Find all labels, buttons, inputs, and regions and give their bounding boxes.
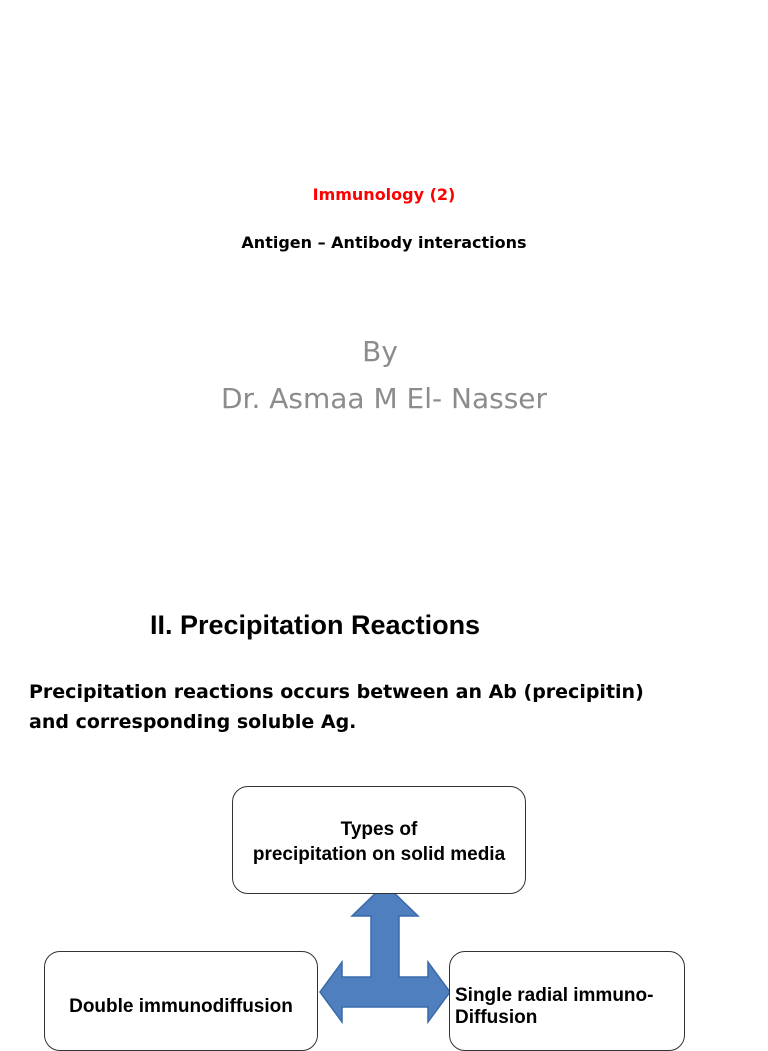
box-top-line-2: precipitation on solid media <box>252 844 506 865</box>
precipitation-slide <box>0 560 768 1028</box>
section-heading: II. Precipitation Reactions <box>150 610 481 640</box>
intro-text <box>29 677 729 737</box>
arrow-shape <box>320 884 450 1022</box>
box-right-line-2: Diffusion <box>455 1007 538 1028</box>
double-immunodiffusion-box <box>44 951 318 1051</box>
intro-line-2: and corresponding soluble Ag. <box>29 711 357 733</box>
single-radial-immunodiffusion-box <box>449 951 685 1051</box>
intro-line-1: Precipitation reactions occurs between an Ab (precipitin) <box>29 681 644 703</box>
box-top-line-1: Types of <box>340 819 418 840</box>
slide-subtitle: Antigen – Antibody interactions <box>241 233 527 252</box>
box-right-line-1: Single radial immuno- <box>455 985 654 1006</box>
by-label: By <box>362 335 398 368</box>
author-name: Dr. Asmaa M El- Nasser <box>220 382 548 415</box>
course-title: Immunology (2) <box>312 185 456 204</box>
types-of-precipitation-box <box>232 786 526 894</box>
box-left-label: Double immunodiffusion <box>69 996 293 1017</box>
three-way-arrow-icon <box>318 882 452 1032</box>
